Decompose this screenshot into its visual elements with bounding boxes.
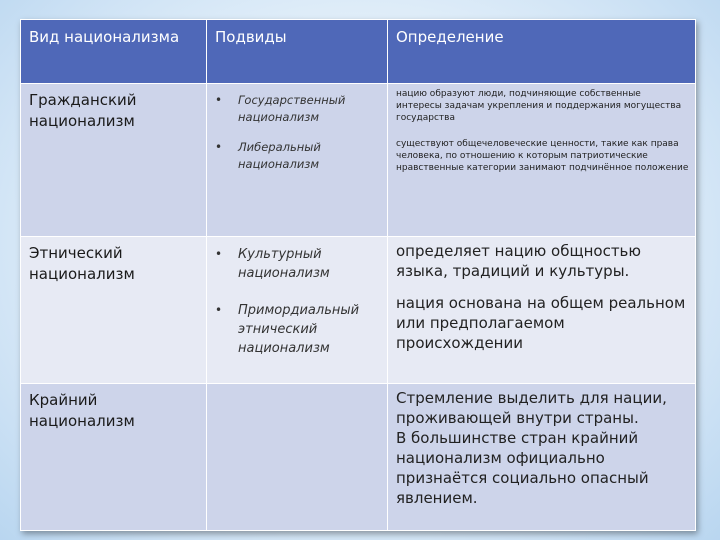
kind-cell <box>21 384 207 531</box>
subtype-label: Либеральный национализм <box>238 140 321 171</box>
nationalism-table <box>20 19 696 531</box>
kind-label: Крайний национализм <box>29 391 135 430</box>
definition-text: Стремление выделить для нации, проживающей внутри страны. <box>396 389 667 427</box>
header-definition: Определение <box>388 20 696 84</box>
bullet-icon: • <box>215 93 223 107</box>
bullet-icon: • <box>215 303 223 317</box>
subtypes-cell <box>207 237 388 384</box>
table-row-ethnic <box>21 237 696 384</box>
header-row <box>21 20 696 84</box>
subtypes-cell <box>207 84 388 237</box>
subtypes-cell <box>207 384 388 531</box>
header-subtypes: Подвиды <box>207 20 388 84</box>
bullet-icon: • <box>215 140 223 154</box>
definition-text: существуют общечеловеческие ценности, такие как права человека, по отношению к которым патриотические нравственные категории занимают подчинённое положение <box>396 139 689 173</box>
definition-text: нация основана на общем реальном или предполагаемом происхождении <box>396 294 686 352</box>
kind-label: Гражданский национализм <box>29 91 137 130</box>
definition-text: нацию образуют люди, подчиняющие собственные интересы задачам укрепления и поддержания могущества государства <box>396 89 682 123</box>
header-kind: Вид национализма <box>21 20 207 84</box>
kind-cell <box>21 237 207 384</box>
list-item <box>215 92 383 126</box>
definition-text: определяет нацию общностью языка, традиций и культуры. <box>396 242 642 280</box>
subtype-label: Культурный национализм <box>238 247 330 281</box>
definition-cell <box>388 84 696 237</box>
subtype-label: Государственный национализм <box>238 93 346 124</box>
definition-text: В большинстве стран крайний национализм официально признаётся социально опасный явлением. <box>396 429 649 507</box>
definition-cell <box>388 237 696 384</box>
definition-cell <box>388 384 696 531</box>
kind-label: Этнический национализм <box>29 244 135 283</box>
bullet-icon: • <box>215 247 223 261</box>
table-row-civic <box>21 84 696 237</box>
list-item <box>215 245 383 283</box>
subtype-label: Примордиальный этнический национализм <box>238 303 360 356</box>
kind-cell <box>21 84 207 237</box>
list-item <box>215 301 383 358</box>
table-row-extreme <box>21 384 696 531</box>
list-item <box>215 139 383 173</box>
